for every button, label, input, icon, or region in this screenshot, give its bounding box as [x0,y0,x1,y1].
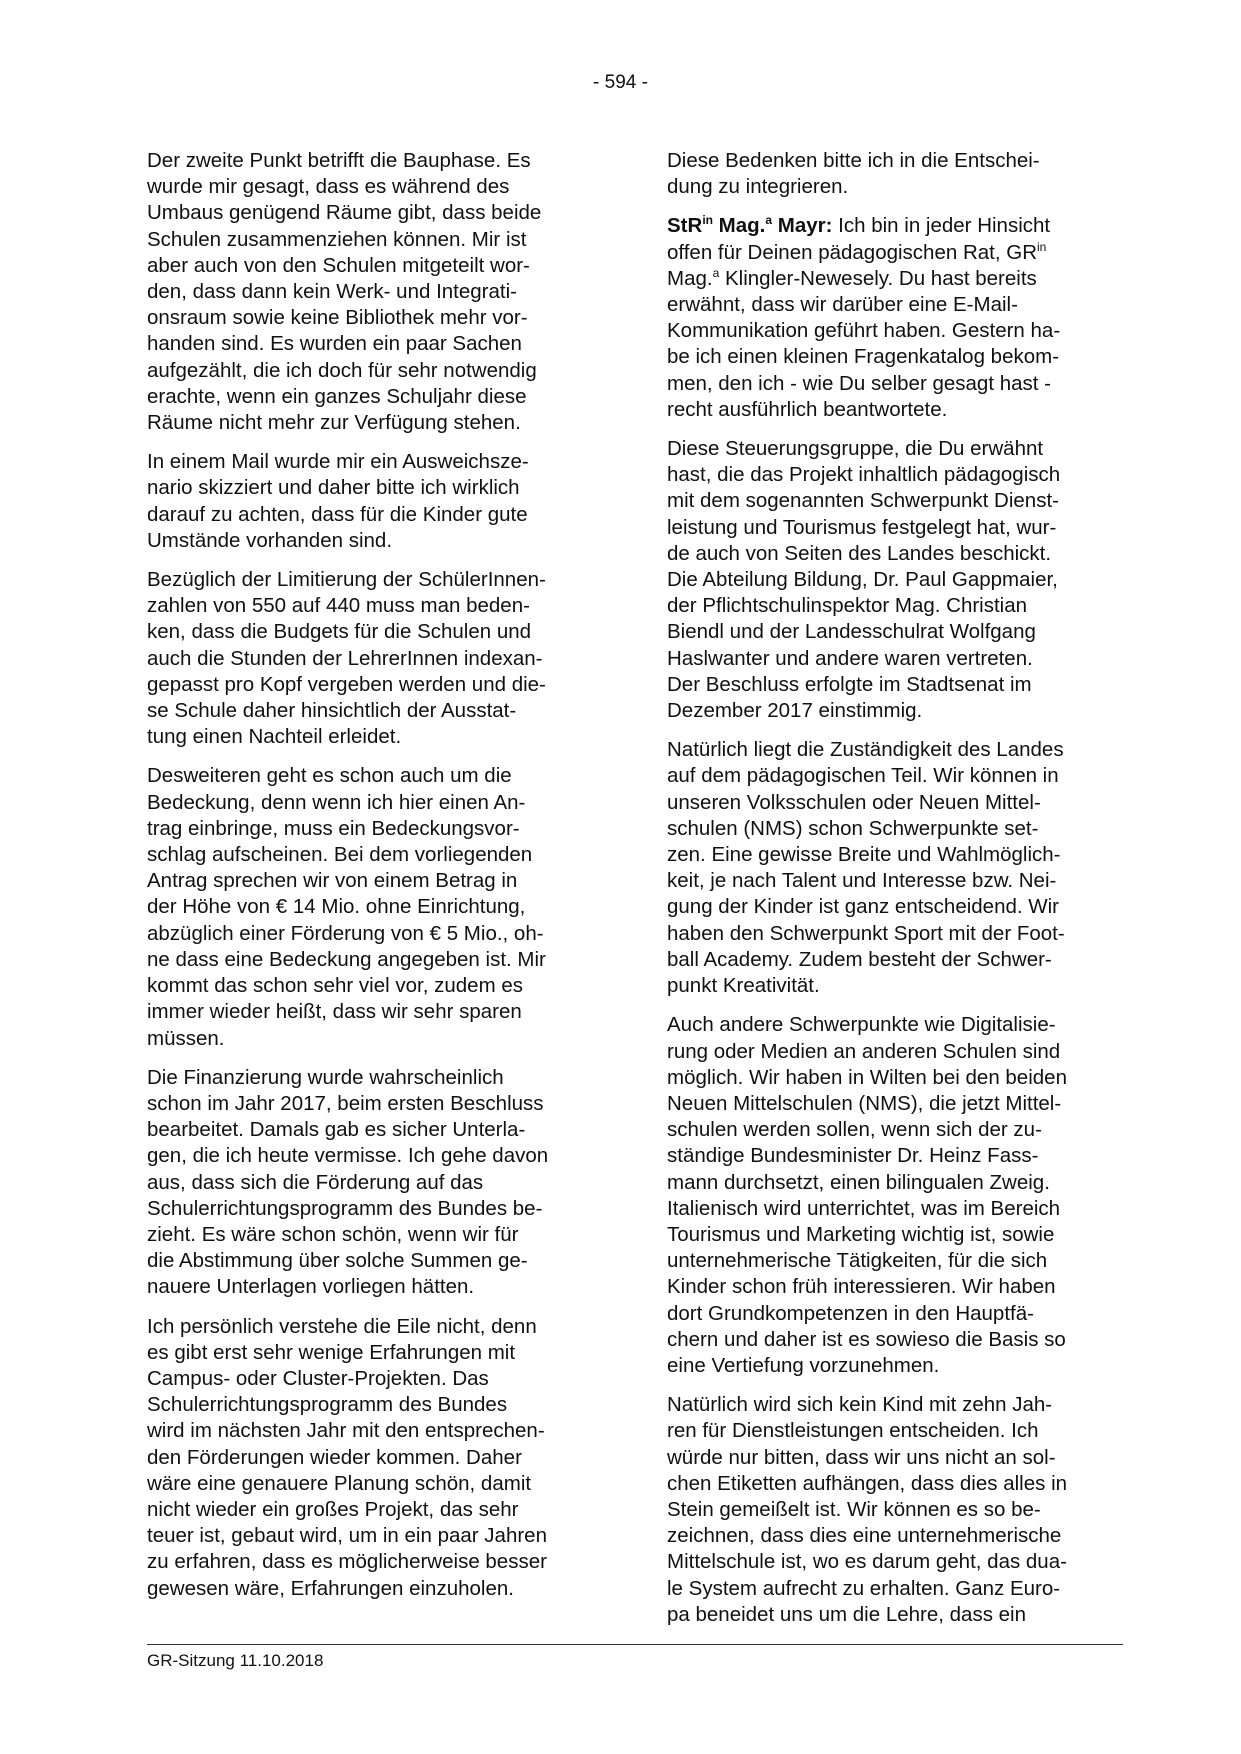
text-line: Natürlich wird sich kein Kind mit zehn Jah- [667,1393,1053,1417]
paragraph [667,1392,1123,1628]
text-line: handen sind. Es wurden ein paar Sachen [147,332,522,356]
text-line: Natürlich liegt die Zuständigkeit des Landes [667,738,1064,762]
text-line: wurde mir gesagt, dass es während des [147,175,510,199]
paragraph [667,737,1123,999]
text-line: abzüglich einer Förderung von € 5 Mio., oh- [147,921,544,945]
right-column [667,148,1123,1641]
text-line: der Höhe von € 14 Mio. ohne Einrichtung, [147,895,526,919]
text-line: unternehmerische Tätigkeiten, für die sich [667,1249,1048,1273]
text-line: wird im nächsten Jahr mit den entsprechen- [147,1419,545,1443]
text-line: gen, die ich heute vermisse. Ich gehe davon [147,1144,549,1168]
text-line: würde nur bitten, dass wir uns nicht an sol- [667,1445,1056,1469]
footer-session-date: GR-Sitzung 11.10.2018 [147,1651,324,1670]
text-line: schlag aufscheinen. Bei dem vorliegenden [147,843,533,867]
text-line: le System aufrecht zu erhalten. Ganz Euro- [667,1576,1061,1600]
text-line: chen Etiketten aufhängen, dass dies alles in [667,1471,1068,1495]
text-line: Schulerrichtungsprogramm des Bundes be- [147,1196,543,1220]
text-line: auf dem pädagogischen Teil. Wir können in [667,764,1059,788]
text-line: rung oder Medien an anderen Schulen sind [667,1039,1061,1063]
text-line: erachte, wenn ein ganzes Schuljahr diese [147,384,527,408]
text-line: onsraum sowie keine Bibliothek mehr vor- [147,306,528,330]
text-line: Bedeckung, denn wenn ich hier einen An- [147,790,526,814]
text-line: nario skizziert und daher bitte ich wirklich [147,476,520,500]
text-line: zieht. Es wäre schon schön, wenn wir für [147,1222,519,1246]
text-line: Kommunikation geführt haben. Gestern ha- [667,319,1061,343]
paragraph [667,1012,1123,1379]
text-line: Diese Bedenken bitte ich in die Entschei- [667,149,1040,172]
text-line: ständige Bundesminister Dr. Heinz Fass- [667,1144,1039,1168]
text-line: aufgezählt, die ich doch für sehr notwendig [147,358,537,382]
text-line: ken, dass die Budgets für die Schulen und [147,620,532,644]
paragraph [147,567,603,750]
text-line: zu erfahren, dass es möglicherweise besser [147,1550,547,1574]
text-line: punkt Kreativität. [667,974,820,998]
footer-divider [147,1644,1123,1645]
text-line: Der Beschluss erfolgte im Stadtsenat im [667,672,1032,696]
text-line: Umstände vorhanden sind. [147,528,393,552]
text-line: unseren Volksschulen oder Neuen Mittel- [667,790,1041,814]
text-line: hast, die das Projekt inhaltlich pädagogisch [667,463,1061,487]
text-line: auch die Stunden der LehrerInnen indexan- [147,646,543,670]
text-line: ball Academy. Zudem besteht der Schwer- [667,947,1052,971]
text-line: es gibt erst sehr wenige Erfahrungen mit [147,1340,516,1364]
text-line: be ich einen kleinen Fragenkatalog bekom- [667,345,1060,369]
text-line: chern und daher ist es sowieso die Basis so [667,1327,1066,1351]
text-line: ne dass eine Bedeckung angegeben ist. Mir [147,947,546,971]
text-line: Schulen zusammenziehen können. Mir ist [147,227,527,251]
paragraph [147,763,603,1051]
text-line: aber auch von den Schulen mitgeteilt wor- [147,253,530,277]
text-line: recht ausführlich beantwortete. [667,397,948,421]
text-line: gewesen wäre, Erfahrungen einzuholen. [147,1576,514,1600]
text-line: Campus- oder Cluster-Projekten. Das [147,1366,489,1390]
speaker-name: StR$^{in}$ Mag.$^a$ Mayr: [667,213,833,238]
text-line: In einem Mail wurde mir ein Ausweichsze- [147,450,529,474]
text-line: de auch von Seiten des Landes beschickt. [667,541,1052,565]
text-line: Die Abteilung Bildung, Dr. Paul Gappmaier, [667,568,1058,592]
text-line: der Pflichtschulinspektor Mag. Christian [667,594,1028,618]
right-paragraphs [667,436,1123,1628]
text-line: zeichnen, dass dies eine unternehmerische [667,1524,1062,1548]
text-line: Diese Steuerungsgruppe, die Du erwähnt [667,437,1044,461]
text-line: mit dem sogenannten Schwerpunkt Dienst- [667,489,1059,513]
text-line: Antrag sprechen wir von einem Betrag in [147,869,518,893]
text-line: Räume nicht mehr zur Verfügung stehen. [147,411,521,435]
text-line: schulen (NMS) schon Schwerpunkte set- [667,816,1039,840]
text-line: men, den ich - wie Du selber gesagt hast - [667,371,1051,395]
text-line: Der zweite Punkt betrifft die Bauphase. Es [147,149,531,172]
text-line: nauere Unterlagen vorliegen hätten. [147,1275,475,1299]
text-line: Umbaus genügend Räume gibt, dass beide [147,201,542,225]
text-line: Desweiteren geht es schon auch um die [147,764,512,788]
text-line: Bezüglich der Limitierung der SchülerInnen- [147,568,546,592]
text-line: haben den Schwerpunkt Sport mit der Foot- [667,921,1065,945]
text-line: müssen. [147,1026,225,1050]
text-line: trag einbringe, muss ein Bedeckungsvor- [147,816,520,840]
text-line: Mittelschule ist, wo es darum geht, das dua- [667,1550,1067,1574]
text-line: zen. Eine gewisse Breite und Wahlmöglich- [667,843,1061,867]
speaker-lines [667,293,1060,421]
page-number: - 594 - [593,72,648,93]
text-line: Schulerrichtungsprogramm des Bundes [147,1393,508,1417]
text-line: wäre eine genauere Planung schön, damit [147,1471,532,1495]
text-line: Kinder schon früh interessieren. Wir haben [667,1275,1056,1299]
text-line: aus, dass sich die Förderung auf das [147,1170,484,1194]
paragraph [147,449,603,554]
paragraph [147,1065,603,1301]
text-line: gung der Kinder ist ganz entscheidend. Wir [667,895,1060,919]
text-line: Tourismus und Marketing wichtig ist, sowie [667,1222,1055,1246]
text-line: leistung und Tourismus festgelegt hat, wur- [667,515,1057,539]
text-line: teuer ist, gebaut wird, um in ein paar Jahren [147,1524,547,1548]
text-line: dort Grundkompetenzen in den Hauptfä- [667,1301,1034,1325]
text-line: darauf zu achten, dass für die Kinder gute [147,502,528,526]
text-line: gepasst pro Kopf vergeben werden und die- [147,672,546,696]
text-line: den, dass dann kein Werk- und Integrati- [147,280,517,304]
text-line: schulen werden sollen, wenn sich der zu- [667,1118,1042,1142]
text-line: Biendl und der Landesschulrat Wolfgang [667,620,1036,644]
text-line: Neuen Mittelschulen (NMS), die jetzt Mittel- [667,1091,1062,1115]
left-column [147,148,603,1615]
text-line: kommt das schon sehr viel vor, zudem es [147,974,523,998]
text-line: möglich. Wir haben in Wilten bei den beiden [667,1065,1067,1089]
text-line: ren für Dienstleistungen entscheiden. Ich [667,1419,1039,1443]
text-line: mann durchsetzt, einen bilingualen Zweig. [667,1170,1050,1194]
text-line: schon im Jahr 2017, beim ersten Beschluss [147,1091,544,1115]
paragraph [667,436,1123,724]
paragraph [667,148,1123,200]
text-line: die Abstimmung über solche Summen ge- [147,1249,528,1273]
text-line: keit, je nach Talent und Interesse bzw. Nei- [667,869,1057,893]
text-line: Auch andere Schwerpunkte wie Digitalisie- [667,1013,1056,1037]
text-line: Die Finanzierung wurde wahrscheinlich [147,1065,504,1089]
text-line: bearbeitet. Damals gab es sicher Unterla- [147,1118,526,1142]
text-line: Italienisch wird unterrichtet, was im Bereich [667,1196,1061,1220]
paragraph [147,1314,603,1602]
text-line: zahlen von 550 auf 440 muss man beden- [147,594,530,618]
text-line: se Schule daher hinsichtlich der Ausstat- [147,699,517,723]
paragraph [147,148,603,436]
text-line: dung zu integrieren. [667,175,849,199]
text-line: Ich persönlich verstehe die Eile nicht, denn [147,1314,537,1338]
text-line: Dezember 2017 einstimmig. [667,699,923,723]
text-line: den Förderungen wieder kommen. Daher [147,1445,522,1469]
text-line: tung einen Nachteil erleidet. [147,725,402,749]
text-line: eine Vertiefung vorzunehmen. [667,1353,940,1377]
text-line: nicht wieder ein großes Projekt, das sehr [147,1497,519,1521]
text-line: erwähnt, dass wir darüber eine E-Mail- [667,293,1018,317]
text-line: Stein gemeißelt ist. Wir können es so be- [667,1497,1041,1521]
speaker-paragraph: StR$^{in}$ Mag.$^a$ Mayr: Ich bin in jeder Hinsicht offen für Deinen pädagogischen Rat, $GR^{in}$ Mag.$^a$ Klingler-Newesely. Du hast bereits erwähnt, dass wir darüber eine E-Mail- Kommunikation geführt haben. Gestern ha- be ich einen kleinen Fragenkatalog bekom- men, den ich - wie Du selber gesagt hast - recht ausführlich beantwortete. [667,213,1061,421]
text-line: Haslwanter und andere waren vertreten. [667,646,1033,670]
text-line: pa beneidet uns um die Lehre, dass ein [667,1602,1027,1626]
text-line: immer wieder heißt, dass wir sehr sparen [147,1000,522,1024]
